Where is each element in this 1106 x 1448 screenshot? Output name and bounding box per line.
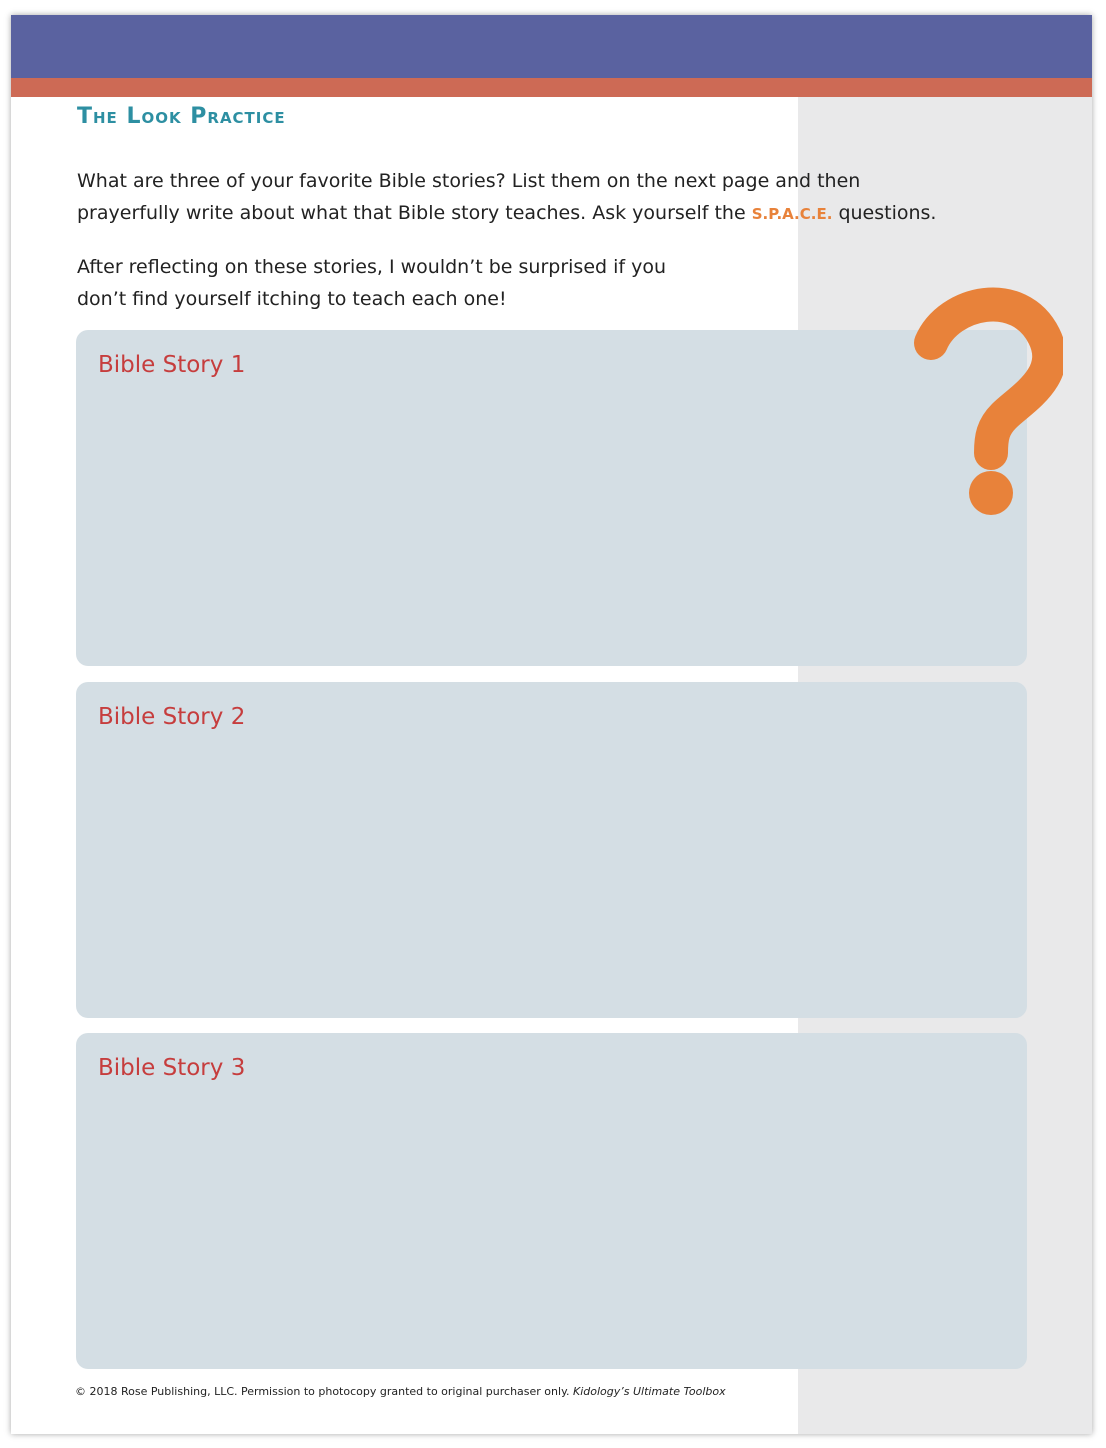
- bible-story-label-3: Bible Story 3: [98, 1055, 246, 1081]
- book-title: Kidology’s Ultimate Toolbox: [573, 1385, 726, 1398]
- worksheet-page: [11, 15, 1092, 1434]
- bible-story-label-1: Bible Story 1: [98, 352, 246, 378]
- bible-story-box-3[interactable]: [76, 1033, 1027, 1369]
- reflection-line-1: After reflecting on these stories, I wouldn’t be surprised if you: [77, 256, 667, 278]
- question-mark-curve: [931, 305, 1049, 453]
- bible-story-box-1[interactable]: [76, 330, 1027, 666]
- intro-line-2-start: prayerfully write about what that Bible story teaches. Ask yourself the: [77, 202, 752, 224]
- page-title: The Look Practice: [77, 104, 286, 129]
- copyright-text: © 2018 Rose Publishing, LLC. Permission to photocopy granted to original purchaser only.: [75, 1385, 573, 1398]
- intro-paragraph: [77, 165, 936, 230]
- space-acronym: S.P.A.C.E.: [751, 205, 833, 223]
- bible-story-box-2[interactable]: [76, 682, 1027, 1018]
- question-mark-dot: [969, 471, 1013, 515]
- intro-line-2-end: questions.: [832, 202, 937, 224]
- footer-copyright: [75, 1385, 726, 1398]
- reflection-paragraph: [77, 251, 666, 315]
- reflection-line-2: don’t find yourself itching to teach each one!: [77, 288, 507, 310]
- bible-story-label-2: Bible Story 2: [98, 704, 246, 730]
- header-accent-band: [11, 78, 1092, 97]
- question-mark-icon: [909, 281, 1063, 517]
- header-band: [11, 15, 1092, 78]
- intro-line-1: What are three of your favorite Bible stories? List them on the next page and then: [77, 170, 861, 192]
